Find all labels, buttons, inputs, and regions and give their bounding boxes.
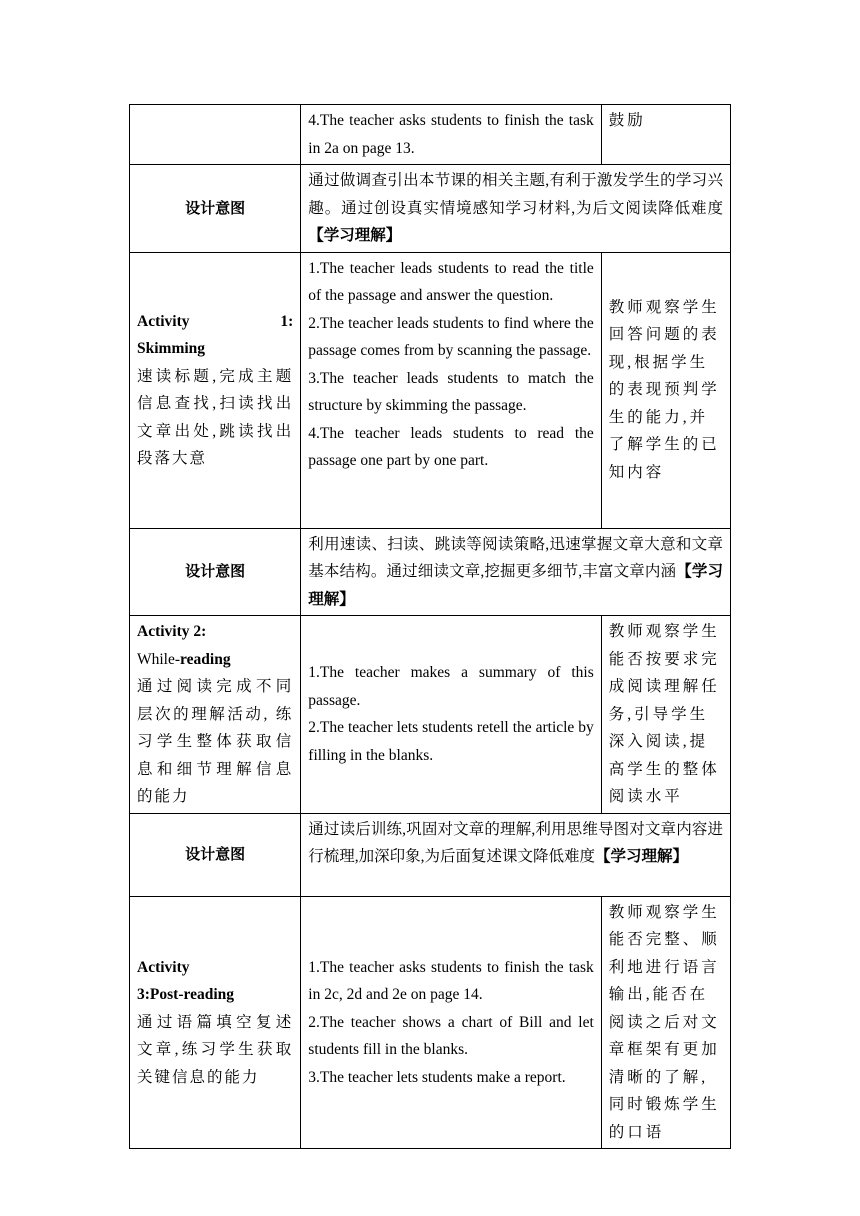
intent-body: 通过读后训练,巩固对文章的理解,利用思维导图对文章内容进行梳理,加深印象,为后面复述课文降低难度 [308,820,723,865]
activity-description: 速读标题,完成主题信息查找,扫读找出文章出处,跳读找出段落大意 [137,367,294,467]
evaluation-text: 教师观察学生能否按要求完成阅读理解任务,引导学生深入阅读,提高学生的整体阅读水平 [601,616,730,814]
activity-subtitle-prefix: While- [137,650,181,668]
activity-title: Activity 2: [137,623,207,640]
intent-body: 利用速读、扫读、跳读等阅读策略,迅速掌握文章大意和文章基本结构。通过细读文章,挖掘更多细节,丰富文章内涵 [308,535,723,580]
activity-title-number: 1: [280,312,294,330]
intent-body: 通过做调查引出本节课的相关主题,有利于激发学生的学习兴趣。通过创设真实情境感知学习材料,为后文阅读降低难度 [308,172,723,217]
table-row [130,528,731,616]
step-text: 3.The teacher lets students make a report. [308,1068,566,1086]
activity-subtitle: 3:Post-reading [137,986,235,1003]
design-intent-label: 设计意图 [130,813,301,896]
table-row [130,813,731,896]
intent-tag: 【学习理解】 [308,563,723,608]
activity-subtitle: Skimming [137,340,206,357]
empty-cell [130,105,301,165]
intent-tag: 【学习理解】 [595,848,689,865]
activity-subtitle [137,646,293,674]
activity-title-word: Activity [137,312,190,330]
design-intent-label: 设计意图 [130,165,301,253]
steps-cell [301,252,602,528]
intent-tag: 【学习理解】 [308,227,402,244]
activity-cell [130,252,301,528]
step-text: 1.The teacher asks students to finish the task in 2c, 2d and 2e on page 14. [308,958,594,1003]
step-text: 4.The teacher asks students to finish the task in 2a on page 13. [301,105,602,165]
table-row [130,616,731,814]
activity-title: Activity [137,958,190,976]
activity-subtitle-bold: reading [180,650,231,668]
evaluation-text: 鼓励 [601,105,730,165]
step-text: 1.The teacher makes a summary of this passage. [308,664,594,709]
design-intent-text [301,528,731,616]
activity-description: 通过阅读完成不同层次的理解活动, 练习学生整体获取信息和细节理解信息的能力 [137,678,294,805]
step-text: 4.The teacher leads students to read the passage one part by one part. [308,424,594,469]
step-text: 2.The teacher leads students to find where the passage comes from by scanning the passage. [308,314,594,359]
activity-description: 通过语篇填空复述文章,练习学生获取关键信息的能力 [137,1013,294,1086]
step-text: 3.The teacher leads students to match the structure by skimming the passage. [308,369,594,414]
steps-cell [301,896,602,1149]
evaluation-text: 教师观察学生能否完整、顺利地进行语言输出,能否在阅读之后对文章框架有更加清晰的了解,同时锻炼学生的口语 [601,896,730,1149]
step-text: 2.The teacher shows a chart of Bill and let students fill in the blanks. [308,1013,594,1058]
design-intent-text [301,813,731,896]
table-row [130,105,731,165]
evaluation-text: 教师观察学生回答问题的表现,根据学生的表现预判学生的能力,并了解学生的已知内容 [601,252,730,528]
steps-cell [301,616,602,814]
activity-cell [130,896,301,1149]
table-row [130,896,731,1149]
table-row [130,252,731,528]
lesson-plan-table [129,104,731,1149]
step-text: 1.The teacher leads students to read the title of the passage and answer the question. [308,259,594,304]
step-text: 2.The teacher lets students retell the article by filling in the blanks. [308,719,594,764]
design-intent-label: 设计意图 [130,528,301,616]
activity-cell [130,616,301,814]
table-row [130,165,731,253]
activity-title [137,308,293,336]
design-intent-text [301,165,731,253]
